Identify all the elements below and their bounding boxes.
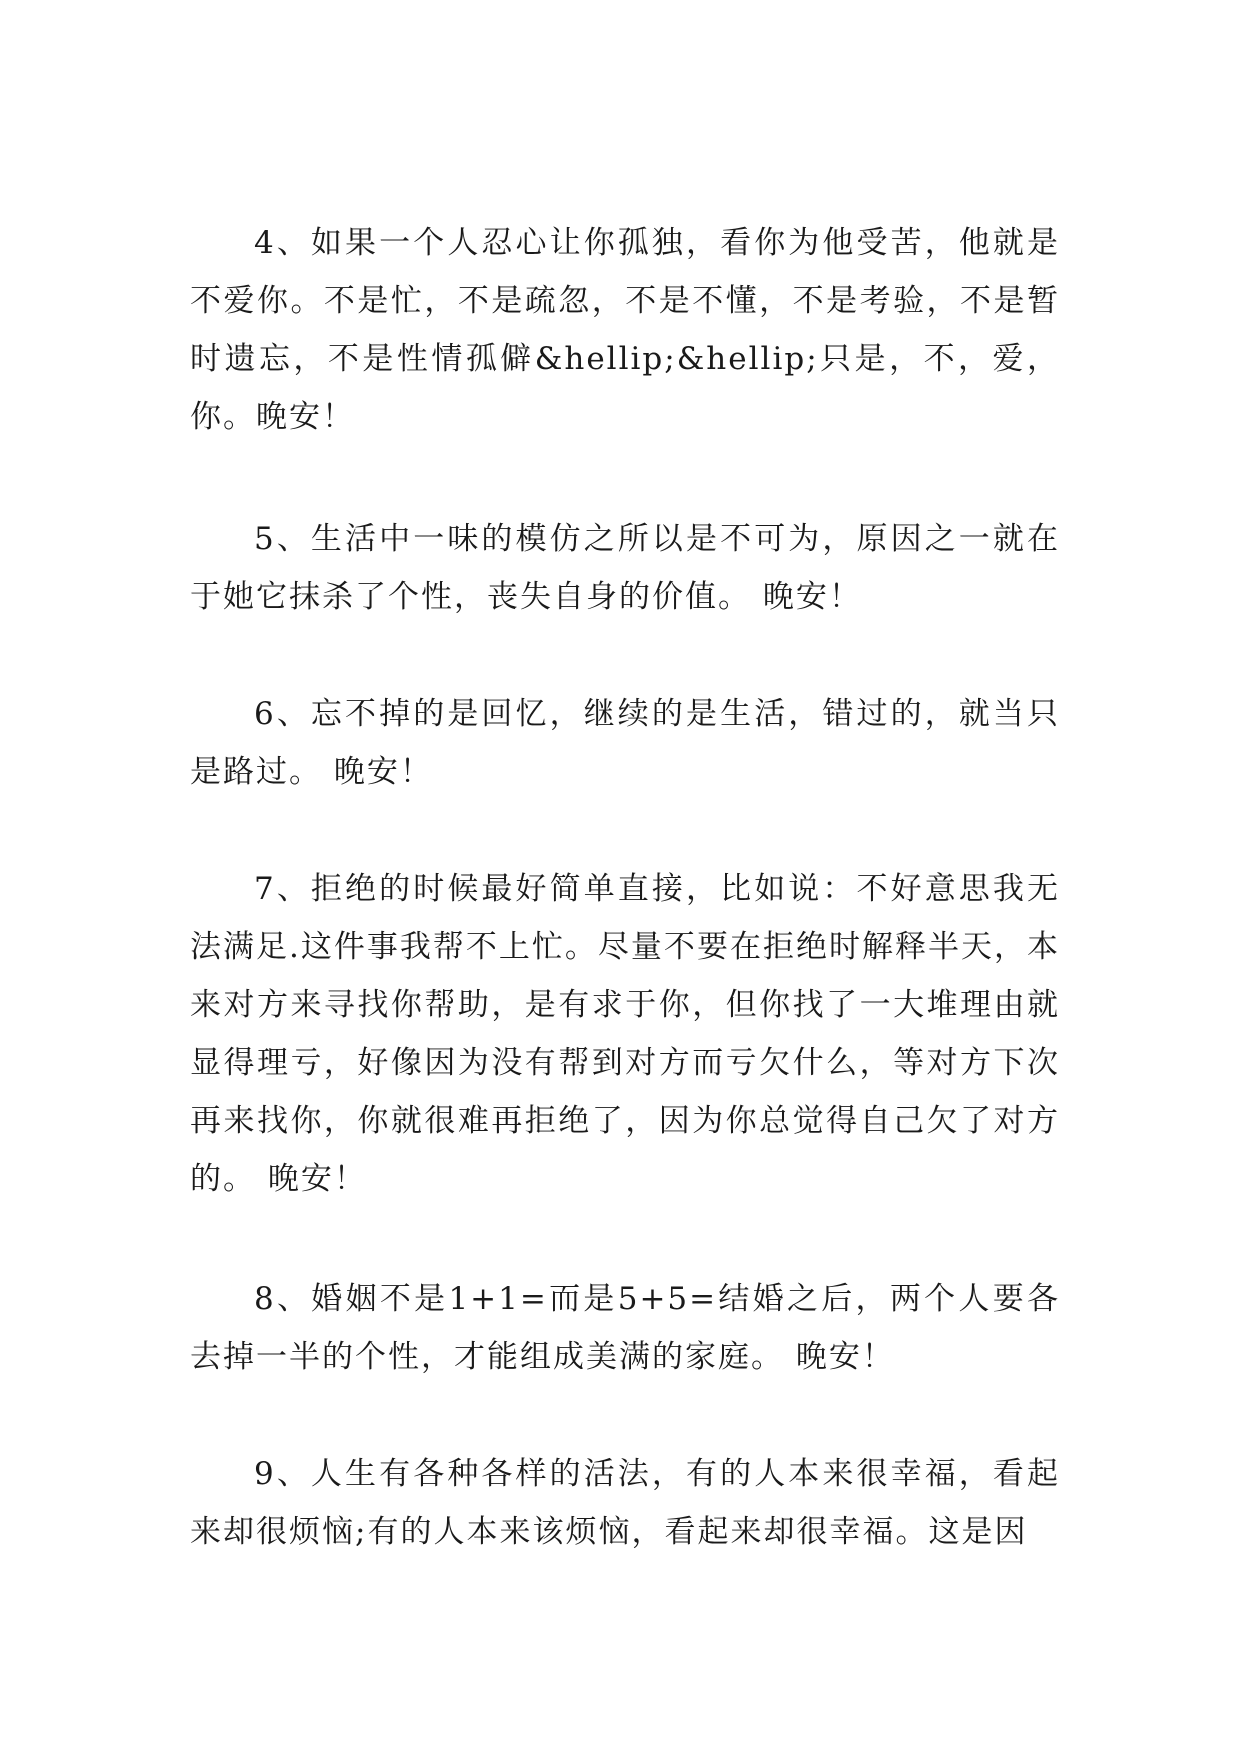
paragraph-9: 9、人生有各种各样的活法，有的人本来很幸福，看起来却很烦恼;有的人本来该烦恼，看起来却很幸福。这是因 [190,1456,1060,1550]
paragraph-4: 4、如果一个人忍心让你孤独，看你为他受苦，他就是不爱你。不是忙，不是疏忽，不是不懂，不是考验，不是暂时遗忘，不是性情孤僻&hellip;&hellip;只是，不，爱，你。晚安！ [190,225,1060,435]
paragraph-6: 6、忘不掉的是回忆，继续的是生活，错过的，就当只是路过。 晚安！ [190,696,1060,790]
paragraph-5: 5、生活中一味的模仿之所以是不可为，原因之一就在于她它抹杀了个性，丧失自身的价值。 晚安！ [190,521,1060,615]
paragraph-8: 8、婚姻不是1+1=而是5+5=结婚之后，两个人要各去掉一半的个性，才能组成美满的家庭。 晚安！ [190,1281,1060,1375]
paragraph-7: 7、拒绝的时候最好简单直接，比如说：不好意思我无法满足.这件事我帮不上忙。尽量不要在拒绝时解释半天，本来对方来寻找你帮助，是有求于你，但你找了一大堆理由就显得理亏，好像因为没有帮到对方而亏欠什么，等对方下次再来找你，你就很难再拒绝了，因为你总觉得自己欠了对方的。 晚安！ [190,871,1060,1197]
